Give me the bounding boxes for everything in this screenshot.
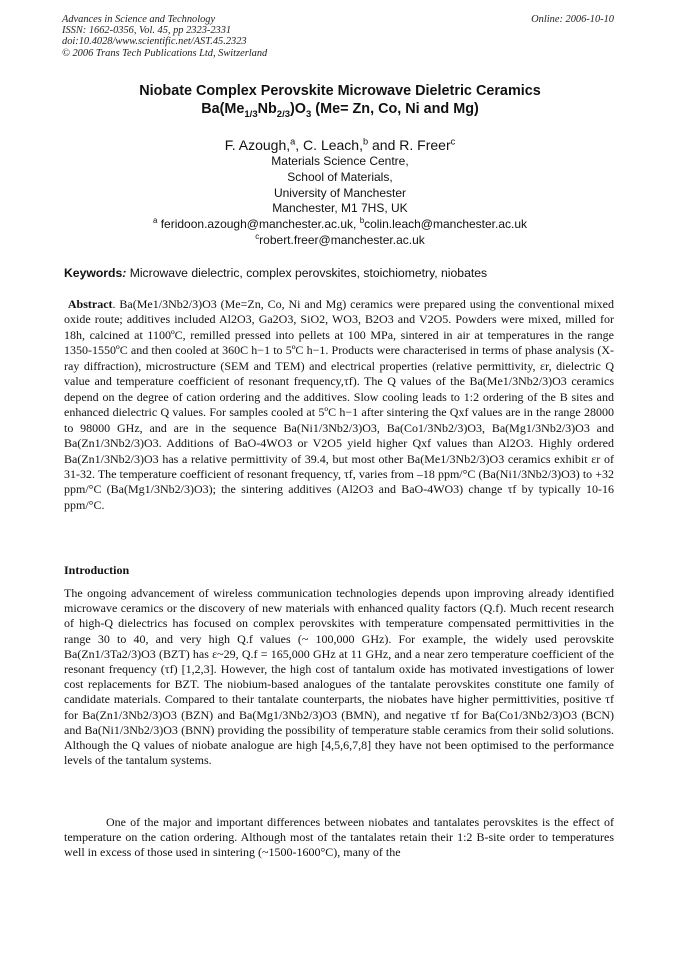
- email-link[interactable]: feridoon.azough@manchester.ac.uk,: [157, 217, 360, 232]
- keywords-colon: :: [122, 266, 127, 280]
- paragraph-text: One of the major and important differences between niobates and tantalates perovskites is the effect of temperature on the cation ordering. Although most of the tantalates retain their 1:2 B-site order to temperatures well in excess of those used in sintering (~1500-1600°C), many of the: [64, 815, 614, 860]
- title-text: Nb: [257, 100, 277, 117]
- abstract: [64, 297, 614, 513]
- journal-header: [62, 14, 267, 59]
- affiliation-line: Manchester, M1 7HS, UK: [272, 201, 408, 216]
- abstract-label: Abstract: [67, 297, 113, 311]
- copyright-line: © 2006 Trans Tech Publications Ltd, Switzerland: [62, 47, 268, 59]
- intro-paragraph-1: [64, 586, 614, 768]
- paragraph-text: The ongoing advancement of wireless communication technologies depends upon improving already identified microwave ceramics or the discovery of new materials with enhanced quality factors (Q.f). Much recent research of high-Q dielectrics has focused on complex perovskites with temperature compensated permittivities in the range 30 to 40, and very high Q.f values (~ 100,000 GHz). For example, the widely used perovskite Ba(Zn1/3Ta2/3)O3 (BZT) has ε~29, Q.f = 165,000 GHz at 11 GHz, and a near zero temperature coefficient of the resonant frequency (τf) [1,2,3]. However, the high cost of tantalum oxide has motivated investigations of lower cost replacements for BZT. The niobium-based analogues of the tantalate perovskites constitute one family of candidate materials. Compared to their tantalate counterparts, the niobates have higher permittivities, positive τf for Ba(Zn1/3Nb2/3)O3 (BZN) and Ba(Mg1/3Nb2/3)O3 (BMN), and negative τf for Ba(Co1/3Nb2/3)O3 (BCN) and Ba(Ni1/3Nb2/3)O3 (BNN) providing the possibility of temperature stable ceramics from their solid solutions. Although the Q values of niobate analogue are high [4,5,6,7,8] they have not been optimised to the performance levels of the tantalum systems.: [64, 586, 614, 768]
- keywords: [64, 266, 616, 281]
- author-mark: c: [450, 136, 456, 147]
- author-mark: a: [290, 136, 296, 147]
- title-text: Ba(Me: [201, 100, 245, 117]
- email-mark: a: [152, 216, 158, 226]
- keywords-label: Keywords: [64, 266, 123, 280]
- intro-paragraph-2: [64, 815, 614, 861]
- keywords-text: Microwave dielectric, complex perovskites, stoichiometry, niobates: [126, 266, 488, 280]
- journal-name: Advances in Science and Technology: [62, 14, 216, 25]
- doi-line: doi:10.4028/www.scientific.net/AST.45.2323: [62, 36, 247, 48]
- affiliation-line: Materials Science Centre,: [271, 154, 409, 168]
- author-name: F. Azough,: [224, 137, 291, 153]
- title-line-1: Niobate Complex Perovskite Microwave Dieletric Ceramics: [139, 83, 541, 99]
- author-list: [64, 137, 616, 153]
- section-heading: Introduction: [64, 563, 130, 577]
- paper-title: [64, 83, 616, 118]
- author-name: , C. Leach,: [295, 137, 363, 153]
- email-line-1: [64, 217, 616, 233]
- author-mark: b: [362, 136, 369, 147]
- abstract-text: . Ba(Me1/3Nb2/3)O3 (Me=Zn, Co, Ni and Mg) ceramics were prepared using the conventional mixed oxide route; additives included Al2O3, Ga2O3, SiO2, WO3, B2O3 and V2O5. Powders were mixed, milled for 18h, calcined at 1100ºC, remilled pressed into pellets at 100 MPa, sintered in air at temperatures in the range 1350-1550ºC and then cooled at 360C h−1 to 5ºC h−1. Products were characterised in terms of phase analysis (X-ray diffraction), microstructure (SEM and TEM) and electrical properties (relative permittivity, εr, dielectric Q value and temperature coefficient of resonant frequency,τf). The Q values of the Ba(Me1/3Nb2/3)O3 ceramics depend on the degree of cation ordering and the additives. Slow cooling leads to 1:2 ordering of the B sites and enhanced dielectric Q values. For samples cooled at 5ºC h−1 after sintering the Qxf values are in the range 28000 to 98000 GHz, and are in the sequence Ba(Ni1/3Nb2/3)O3, Ba(Co1/3Nb2/3)O3, Ba(Mg1/3Nb2/3)O3 and Ba(Zn1/3Nb2/3)O3. Additions of BaO-4WO3 or V2O5 yield higher Qxf values than Al2O3. Highly ordered Ba(Zn1/3Nb2/3)O3 has a relative permittivity of 39.4, but most other Ba(Me1/3Nb2/3)O3 ceramics exhibit εr of 31-32. The temperature coefficient of resonant frequency, τf, varies from –18 ppm/°C (Ba(Ni1/3Nb2/3)O3) to +32 ppm/°C (Ba(Mg1/3Nb2/3)O3); the sintering additives (Al2O3 and BaO-4WO3) change τf by typically 10-16 ppm/°C.: [64, 297, 615, 512]
- email-mark: b: [359, 216, 365, 226]
- title-sub: 1/3: [244, 108, 258, 120]
- online-date: Online: 2006-10-10: [531, 14, 614, 25]
- issn-line: ISSN: 1662-0356, Vol. 45, pp 2323-2331: [62, 25, 232, 37]
- title-sub: 2/3: [276, 108, 291, 120]
- affiliation: [64, 154, 616, 249]
- email-line-2: [64, 233, 616, 249]
- affiliation-line: School of Materials,: [287, 169, 393, 184]
- title-text: )O: [290, 100, 307, 117]
- affiliation-line: University of Manchester: [273, 185, 407, 200]
- email-link[interactable]: colin.leach@manchester.ac.uk: [364, 217, 528, 232]
- title-text: (Me= Zn, Co, Ni and Mg): [311, 100, 479, 117]
- email-link[interactable]: robert.freer@manchester.ac.uk: [259, 232, 425, 247]
- title-line-2: [64, 101, 616, 119]
- email-mark: c: [255, 231, 260, 241]
- author-name: and R. Freer: [368, 137, 451, 153]
- title-sub: 3: [306, 108, 312, 120]
